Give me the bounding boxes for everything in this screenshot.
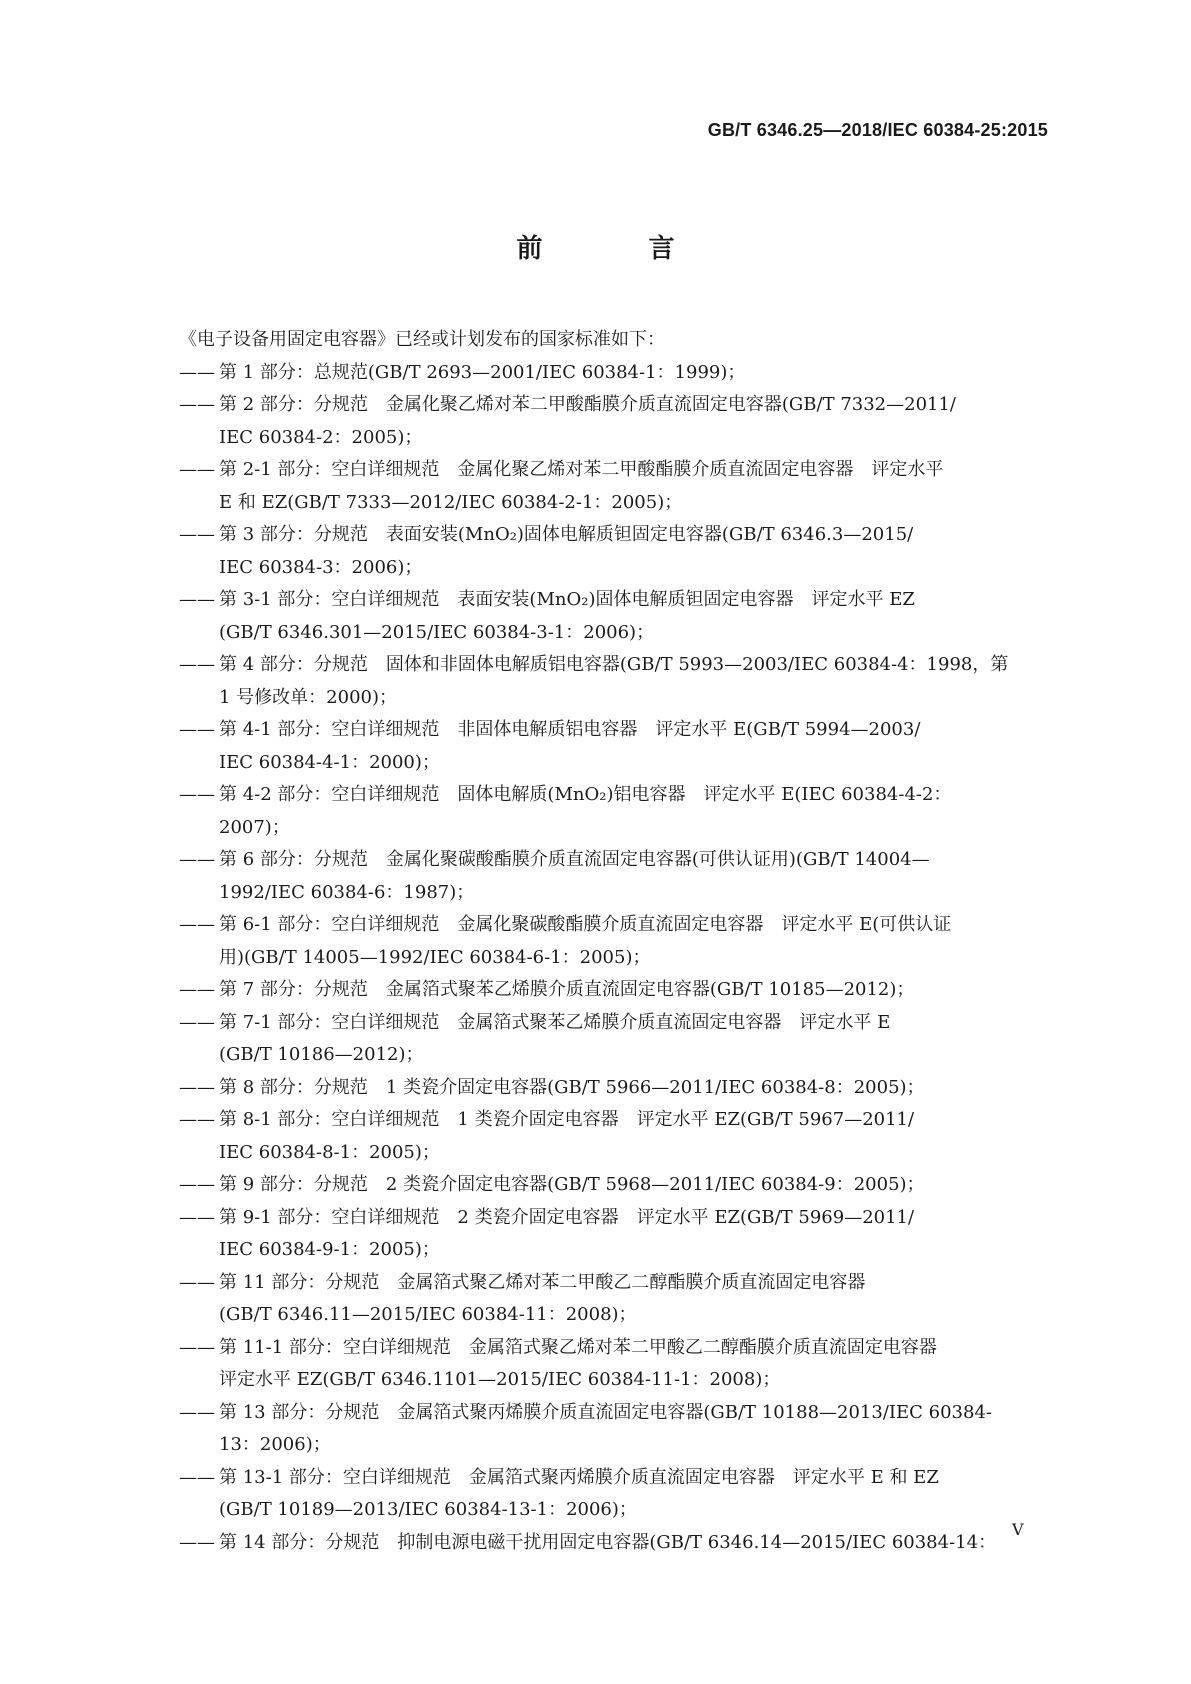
- list-dash: ——: [179, 1011, 215, 1033]
- list-dash: ——: [179, 784, 215, 805]
- list-item-text: 第 3 部分：分规范 表面安装(MnO₂)固体电解质钽固定电容器(GB/T 6346.3—2015/: [219, 524, 914, 545]
- list-item-line: [179, 1332, 1049, 1365]
- list-item: [179, 584, 1049, 649]
- list-dash: ——: [179, 979, 215, 1000]
- list-item-line: [219, 1429, 1049, 1462]
- list-item-text: 第 4 部分：分规范 固体和非固体电解质铝电容器(GB/T 5993—2003/IEC 60384-4：1998，第: [219, 654, 1009, 675]
- list-dash: ——: [179, 394, 215, 415]
- list-item-text: 1 号修改单：2000)；: [219, 686, 398, 708]
- list-item-text: IEC 60384-3：2006)；: [219, 556, 423, 578]
- list-item-line: [179, 1202, 1049, 1235]
- list-item-text: 第 8-1 部分：空白详细规范 1 类瓷介固定电容器 评定水平 EZ(GB/T 5967—2011/: [219, 1109, 915, 1130]
- list-item-text: 第 2 部分：分规范 金属化聚乙烯对苯二甲酸酯膜介质直流固定电容器(GB/T 7332—2011/: [219, 394, 956, 415]
- list-item-line: [179, 1267, 1049, 1300]
- list-item-line: [219, 487, 1049, 520]
- page-title: 前 言: [516, 234, 715, 264]
- list-item-text: IEC 60384-2：2005)；: [219, 426, 423, 448]
- list-item-text: 第 14 部分：分规范 抑制电源电磁干扰用固定电容器(GB/T 6346.14—2015/IEC 60384-14：: [219, 1531, 997, 1553]
- list-item: [179, 1527, 1049, 1560]
- list-item-line: [219, 552, 1049, 585]
- list-item: [179, 1267, 1049, 1332]
- list-item-text: 第 13 部分：分规范 金属箔式聚丙烯膜介质直流固定电容器(GB/T 10188—2013/IEC 60384-: [219, 1401, 992, 1423]
- list-item-text: IEC 60384-9-1：2005)；: [219, 1239, 440, 1260]
- list-item: [179, 1397, 1049, 1462]
- list-dash: ——: [179, 654, 215, 675]
- list-item: [179, 844, 1049, 909]
- list-item: [179, 1072, 1049, 1105]
- list-item-text: (GB/T 6346.301—2015/IEC 60384-3-1：2006)；: [219, 621, 655, 643]
- list-item: [179, 1462, 1049, 1527]
- list-dash: ——: [179, 914, 215, 935]
- list-item-text: 13：2006)；: [219, 1434, 331, 1455]
- list-item-line: [179, 844, 1049, 877]
- list-item-line: [219, 1039, 1049, 1072]
- list-item: [179, 779, 1049, 844]
- list-item-line: [179, 357, 1049, 390]
- list-dash: ——: [179, 1076, 215, 1098]
- list-item-text: 第 11 部分：分规范 金属箔式聚乙烯对苯二甲酸乙二醇酯膜介质直流固定电容器: [219, 1271, 866, 1293]
- list-item-line: [219, 877, 1049, 910]
- list-item-line: [179, 1169, 1049, 1202]
- list-item-text: 第 7-1 部分：空白详细规范 金属箔式聚苯乙烯膜介质直流固定电容器 评定水平 E: [219, 1011, 891, 1033]
- list-item-line: [179, 974, 1049, 1007]
- list-item-text: (GB/T 10186—2012)；: [219, 1044, 424, 1065]
- list-item: [179, 974, 1049, 1007]
- list-dash: ——: [179, 1206, 215, 1228]
- list-item-text: 2007)；: [219, 816, 290, 838]
- list-item-text: 第 2-1 部分：空白详细规范 金属化聚乙烯对苯二甲酸酯膜介质直流固定电容器 评定水平: [219, 459, 944, 480]
- list-item-text: 第 9-1 部分：空白详细规范 2 类瓷介固定电容器 评定水平 EZ(GB/T 5969—2011/: [219, 1206, 915, 1228]
- list-item-line: [179, 1462, 1049, 1495]
- list-item-text: 1992/IEC 60384-6：1987)；: [219, 881, 475, 903]
- list-dash: ——: [179, 849, 215, 870]
- list-item: [179, 1104, 1049, 1169]
- list-item-text: 第 4-2 部分：空白详细规范 固体电解质(MnO₂)铝电容器 评定水平 E(IEC 60384-4-2：: [219, 784, 952, 805]
- list-dash: ——: [179, 719, 215, 740]
- list-item: [179, 1169, 1049, 1202]
- list-item-text: 第 6-1 部分：空白详细规范 金属化聚碳酸酯膜介质直流固定电容器 评定水平 E(可供认证: [219, 914, 952, 935]
- list-item-line: [179, 714, 1049, 747]
- list-item: [179, 909, 1049, 974]
- list-dash: ——: [179, 524, 215, 545]
- list-item-text: 第 7 部分：分规范 金属箔式聚苯乙烯膜介质直流固定电容器(GB/T 10185—2012)；: [219, 979, 915, 1000]
- list-item: [179, 519, 1049, 584]
- list-item-text: IEC 60384-8-1：2005)；: [219, 1141, 440, 1163]
- list-item-line: [219, 682, 1049, 715]
- list-item-line: [179, 649, 1049, 682]
- list-dash: ——: [179, 1466, 215, 1488]
- list-item-text: 第 4-1 部分：空白详细规范 非固体电解质铝电容器 评定水平 E(GB/T 5994—2003/: [219, 719, 921, 740]
- list-item-line: [179, 779, 1049, 812]
- list-item-text: 第 6 部分：分规范 金属化聚碳酸酯膜介质直流固定电容器(可供认证用)(GB/T 14004—: [219, 849, 930, 870]
- list-item-line: [179, 1527, 1049, 1560]
- list-item-line: [219, 747, 1049, 780]
- list-item: [179, 1332, 1049, 1397]
- list-dash: ——: [179, 361, 215, 383]
- list-item-line: [219, 1494, 1049, 1527]
- list-item-text: IEC 60384-4-1：2000)；: [219, 751, 440, 773]
- list-dash: ——: [179, 1174, 215, 1195]
- list-item-line: [179, 1007, 1049, 1040]
- list-item: [179, 357, 1049, 390]
- foreword-body: [179, 324, 1049, 1559]
- list-item-text: 第 9 部分：分规范 2 类瓷介固定电容器(GB/T 5968—2011/IEC 60384-9：2005)；: [219, 1174, 925, 1195]
- list-item-line: [219, 1234, 1049, 1267]
- list-item: [179, 1007, 1049, 1072]
- list-dash: ——: [179, 1401, 215, 1423]
- standards-part-list: [179, 357, 1049, 1560]
- list-item-line: [179, 909, 1049, 942]
- list-item-text: E 和 EZ(GB/T 7333—2012/IEC 60384-2-1：2005)；: [219, 491, 683, 513]
- list-item: [179, 389, 1049, 454]
- list-item-text: (GB/T 6346.11—2015/IEC 60384-11：2008)；: [219, 1304, 637, 1325]
- standard-code-header: GB/T 6346.25—2018/IEC 60384-25:2015: [707, 120, 1048, 140]
- list-item-text: 第 1 部分：总规范(GB/T 2693—2001/IEC 60384-1：1999)；: [219, 361, 746, 383]
- list-item-line: [219, 617, 1049, 650]
- list-item-line: [179, 584, 1049, 617]
- list-dash: ——: [179, 589, 215, 610]
- list-item-line: [219, 1137, 1049, 1170]
- list-dash: ——: [179, 1336, 215, 1358]
- list-item: [179, 649, 1049, 714]
- list-item-text: 第 13-1 部分：空白详细规范 金属箔式聚丙烯膜介质直流固定电容器 评定水平 E 和 EZ: [219, 1466, 939, 1488]
- list-item-line: [219, 1364, 1049, 1397]
- list-item-line: [179, 1397, 1049, 1430]
- list-item: [179, 714, 1049, 779]
- list-item-line: [179, 454, 1049, 487]
- list-item-text: 第 8 部分：分规范 1 类瓷介固定电容器(GB/T 5966—2011/IEC 60384-8：2005)；: [219, 1076, 925, 1098]
- list-item-line: [179, 389, 1049, 422]
- list-item-text: 第 3-1 部分：空白详细规范 表面安装(MnO₂)固体电解质钽固定电容器 评定水平 EZ: [219, 589, 915, 610]
- list-item: [179, 454, 1049, 519]
- list-dash: ——: [179, 459, 215, 480]
- list-item-line: [219, 1299, 1049, 1332]
- list-item: [179, 1202, 1049, 1267]
- list-item-line: [219, 422, 1049, 455]
- list-item-line: [179, 519, 1049, 552]
- list-dash: ——: [179, 1531, 215, 1553]
- list-item-text: 第 11-1 部分：空白详细规范 金属箔式聚乙烯对苯二甲酸乙二醇酯膜介质直流固定电容器: [219, 1336, 937, 1358]
- list-item-line: [179, 1072, 1049, 1105]
- page-number: Ⅴ: [1012, 1520, 1024, 1539]
- list-item-text: 用)(GB/T 14005—1992/IEC 60384-6-1：2005)；: [219, 946, 651, 968]
- list-item-line: [219, 942, 1049, 975]
- intro-paragraph: 《电子设备用固定电容器》已经或计划发布的国家标准如下：: [179, 329, 665, 350]
- list-item-line: [219, 812, 1049, 845]
- list-dash: ——: [179, 1271, 215, 1293]
- list-dash: ——: [179, 1109, 215, 1130]
- list-item-text: (GB/T 10189—2013/IEC 60384-13-1：2006)；: [219, 1499, 637, 1520]
- list-item-line: [179, 1104, 1049, 1137]
- list-item-text: 评定水平 EZ(GB/T 6346.1101—2015/IEC 60384-11-1：2008)；: [219, 1369, 781, 1390]
